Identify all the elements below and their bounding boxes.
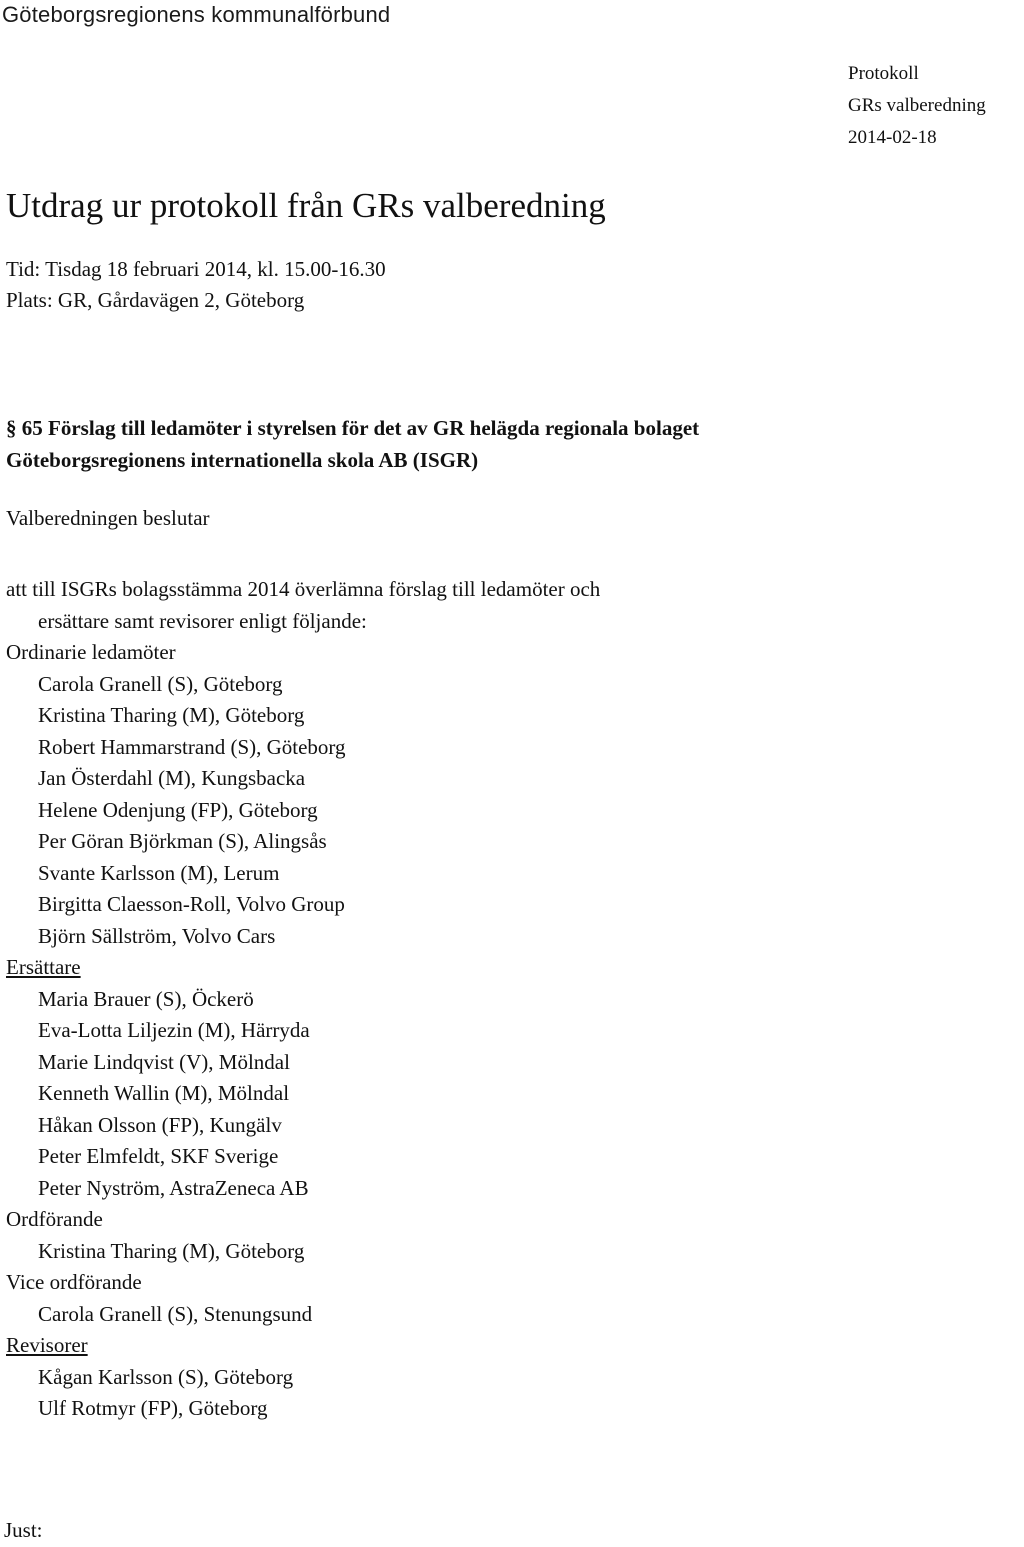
signature-label: Just: [4, 1518, 43, 1542]
document-date: 2014-02-18 [848, 127, 937, 148]
member-list-item: Svante Karlsson (M), Lerum [38, 860, 280, 885]
decision-intro: Valberedningen beslutar [6, 506, 210, 530]
group-heading-revisorer: Revisorer [6, 1333, 88, 1357]
member-list-item: Carola Granell (S), Stenungsund [38, 1301, 313, 1326]
member-list-item: Kristina Tharing (M), Göteborg [38, 703, 305, 727]
member-list-item: Kågan Karlsson (S), Göteborg [38, 1364, 294, 1389]
document-meta [848, 58, 986, 154]
meeting-place: Plats: GR, Gårdavägen 2, Göteborg [6, 288, 305, 312]
meeting-time: Tid: Tisdag 18 februari 2014, kl. 15.00-16.30 [6, 257, 386, 281]
member-list-item: Ulf Rotmyr (FP), Göteborg [38, 1396, 268, 1420]
meeting-info [6, 254, 386, 316]
decision-line: att till ISGRs bolagsstämma 2014 överlämna förslag till ledamöter och [6, 577, 601, 601]
member-list-item: Marie Lindqvist (V), Mölndal [38, 1049, 290, 1074]
decision-body [6, 574, 766, 1425]
member-list-item: Per Göran Björkman (S), Alingsås [38, 829, 327, 853]
organization-name: Göteborgsregionens kommunalförbund [2, 2, 391, 27]
member-list-item: Helene Odenjung (FP), Göteborg [38, 797, 318, 822]
member-list-item: Carola Granell (S), Göteborg [38, 671, 283, 696]
page-title: Utdrag ur protokoll från GRs valberedning [6, 186, 606, 225]
member-list-item: Håkan Olsson (FP), Kungälv [38, 1112, 282, 1137]
member-list-item: Robert Hammarstrand (S), Göteborg [38, 734, 346, 759]
committee-name: GRs valberedning [848, 95, 986, 116]
document-type: Protokoll [848, 63, 919, 84]
member-list-item: Eva-Lotta Liljezin (M), Härryda [38, 1018, 310, 1042]
member-list-item: Peter Elmfeldt, SKF Sverige [38, 1144, 279, 1168]
member-list-item: Peter Nyström, AstraZeneca AB [38, 1175, 309, 1200]
member-list-item: Kristina Tharing (M), Göteborg [38, 1238, 305, 1263]
group-heading-ordforande: Ordförande [6, 1207, 103, 1231]
member-list-item: Birgitta Claesson-Roll, Volvo Group [38, 892, 345, 916]
group-heading-vice: Vice ordförande [6, 1270, 142, 1294]
decision-line: ersättare samt revisorer enligt följande: [38, 608, 367, 633]
member-list-item: Björn Sällström, Volvo Cars [38, 923, 276, 948]
member-list-item: Kenneth Wallin (M), Mölndal [38, 1081, 290, 1105]
group-heading-ersattare: Ersättare [6, 955, 81, 979]
group-heading-ordinarie: Ordinarie ledamöter [6, 640, 176, 664]
member-list-item: Jan Österdahl (M), Kungsbacka [38, 766, 306, 790]
section-heading: § 65 Förslag till ledamöter i styrelsen för det av GR helägda regionala bolaget Göteborgsregionens internationella skola AB (ISGR) [6, 416, 700, 472]
member-list-item: Maria Brauer (S), Öckerö [38, 986, 254, 1011]
